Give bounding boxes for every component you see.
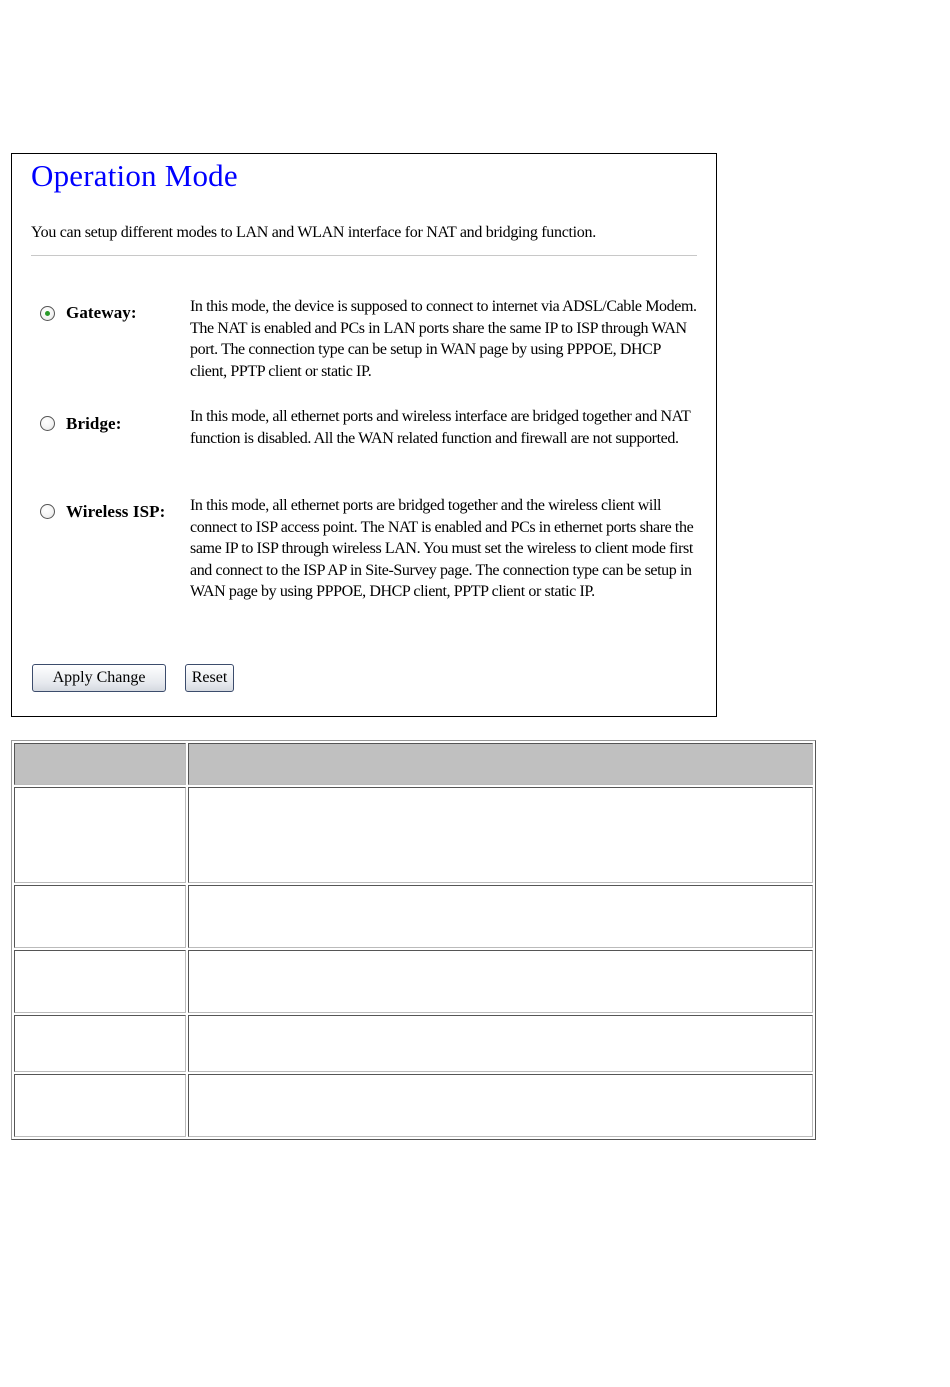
gateway-label: Gateway: (66, 303, 137, 322)
table-header-cell (188, 743, 813, 785)
table-cell (14, 1015, 186, 1071)
table-cell (14, 1074, 186, 1137)
gateway-radio[interactable] (40, 306, 55, 321)
reset-button[interactable]: Reset (185, 664, 234, 692)
table-cell (188, 885, 813, 948)
divider (31, 255, 697, 256)
table-row (14, 1074, 813, 1137)
bridge-description: In this mode, all ethernet ports and wireless interface are bridged together and NAT function is disabled. All the WAN related function and firewall are not supported. (190, 408, 691, 447)
bridge-radio[interactable] (40, 416, 55, 431)
table-cell (188, 950, 813, 1013)
table-header-row (14, 743, 813, 785)
description-table (11, 740, 816, 1140)
table-row (14, 1015, 813, 1071)
page-title: Operation Mode (31, 158, 238, 193)
bridge-label: Bridge: (66, 414, 122, 433)
wireless-isp-label: Wireless ISP: (66, 502, 166, 521)
table-row (14, 885, 813, 948)
table-cell (188, 1074, 813, 1137)
page-description: You can setup different modes to LAN and WLAN interface for NAT and bridging function. (31, 224, 596, 241)
table-row (14, 950, 813, 1013)
table-cell (14, 787, 186, 882)
table-row (14, 787, 813, 882)
apply-change-button[interactable]: Apply Change (32, 664, 166, 692)
operation-mode-panel (11, 153, 717, 717)
table-cell (188, 787, 813, 882)
table-cell (14, 885, 186, 948)
table-header-cell (14, 743, 186, 785)
table-cell (14, 950, 186, 1013)
wireless-isp-description: In this mode, all ethernet ports are bridged together and the wireless client will connect to ISP access point. The NAT is enabled and PCs in ethernet ports share the same IP to ISP through wireless LAN. You must set the wireless to client mode first and connect to the ISP AP in Site-Survey page. The connection type can be setup in WAN page by using PPPOE, DHCP client, PPTP client or static IP. (190, 497, 694, 600)
table-cell (188, 1015, 813, 1071)
gateway-description: In this mode, the device is supposed to connect to internet via ADSL/Cable Modem. The NAT is enabled and PCs in LAN ports share the same IP to ISP through WAN port. The connection type can be setup in WAN page by using PPPOE, DHCP client, PPTP client or static IP. (190, 298, 697, 380)
wireless-isp-radio[interactable] (40, 504, 55, 519)
